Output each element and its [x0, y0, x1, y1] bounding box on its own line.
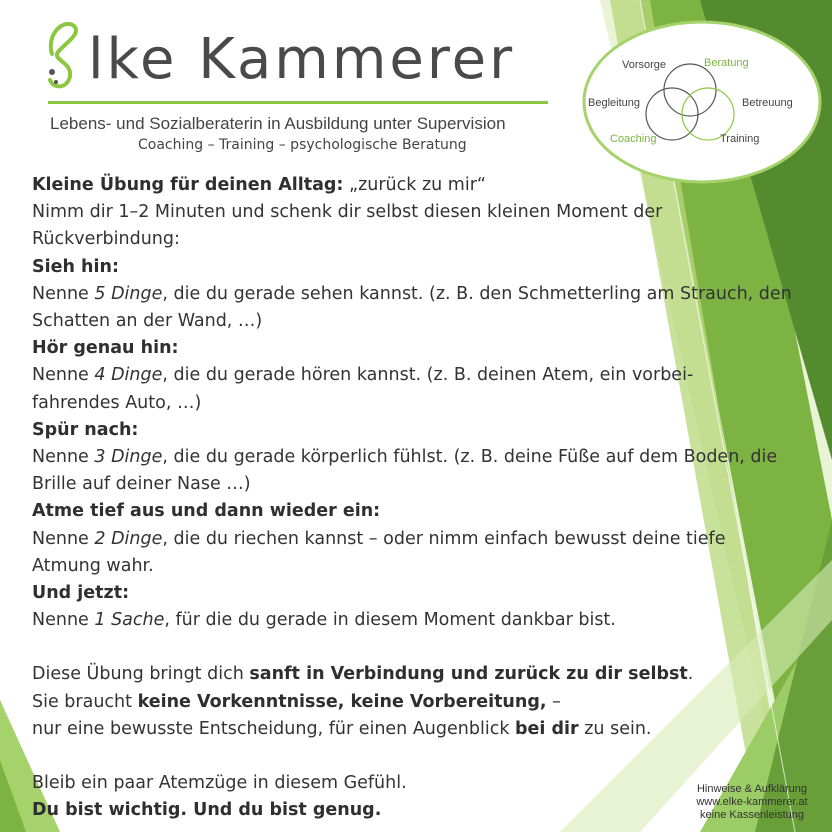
badge-label-vorsorge: Vorsorge — [622, 59, 667, 71]
exercise-title: Kleine Übung für deinen Alltag: „zurück zu mir“ — [32, 175, 486, 195]
step-text: Nenne 2 Dinge, die du riechen kannst – oder nimm einfach bewusst deine tiefe Atmung wahr. — [32, 528, 726, 576]
step-text: Nenne 4 Dinge, die du gerade hören kannst. (z. B. deinen Atem, ein vorbei-fahrendes Auto, …) — [32, 365, 694, 413]
closing-line: nur eine bewusste Entscheidung, für einen Augenblick bei dir zu sein. — [32, 718, 652, 739]
footer-line: Hinweise & Aufklärung — [696, 783, 808, 795]
spacer — [32, 634, 822, 661]
brand-services: Coaching – Training – psychologische Beratung — [138, 137, 467, 153]
badge-label-beratung: Beratung — [704, 57, 749, 69]
closing-line: Diese Übung bringt dich sanft in Verbindung und zurück zu dir selbst. — [32, 664, 694, 685]
badge-label-betreuung: Betreuung — [742, 97, 793, 109]
brand-divider — [48, 101, 548, 104]
step-heading: Spür nach: — [32, 419, 139, 440]
footer-note — [682, 783, 822, 822]
step-heading: Sieh hin: — [32, 256, 119, 277]
step-text: Nenne 3 Dinge, die du gerade körperlich fühlst. (z. B. deine Füße auf dem Boden, die Brille auf deiner Nase …) — [32, 447, 778, 495]
logo-swirl-icon — [44, 14, 86, 94]
badge-label-coaching: Coaching — [610, 133, 657, 145]
badge-label-begleitung: Begleitung — [588, 97, 640, 109]
services-badge — [580, 18, 824, 186]
step-text: Nenne 5 Dinge, die du gerade sehen kannst. (z. B. den Schmetterling am Strauch, den Schatten an der Wand, …) — [32, 283, 792, 332]
badge-label-training: Training — [720, 133, 760, 145]
brand-subtitle: Lebens- und Sozialberaterin in Ausbildung unter Supervision — [50, 114, 506, 133]
footer-website-link[interactable]: www.elke-kammerer.at — [696, 796, 808, 808]
step-heading: Hör genau hin: — [32, 338, 179, 359]
closing-line: Sie braucht keine Vorkenntnisse, keine Vorbereitung, – — [32, 691, 561, 712]
brand-name: lke Kammerer — [88, 27, 516, 92]
exercise-intro: Nimm dir 1–2 Minuten und schenk dir selbst diesen kleinen Moment der Rückverbindung: — [32, 202, 663, 250]
exercise-text — [32, 172, 822, 824]
footer-line: keine Kassenleistung — [700, 809, 804, 821]
step-heading: Und jetzt: — [32, 583, 130, 604]
step-text: Nenne 1 Sache, für die du gerade in diesem Moment dankbar bist. — [32, 610, 616, 631]
spacer — [32, 743, 822, 770]
closing-line: Bleib ein paar Atemzüge in diesem Gefühl. — [32, 773, 407, 794]
closing-affirmation: Du bist wichtig. Und du bist genug. — [32, 800, 382, 821]
step-heading: Atme tief aus und dann wieder ein: — [32, 501, 381, 522]
